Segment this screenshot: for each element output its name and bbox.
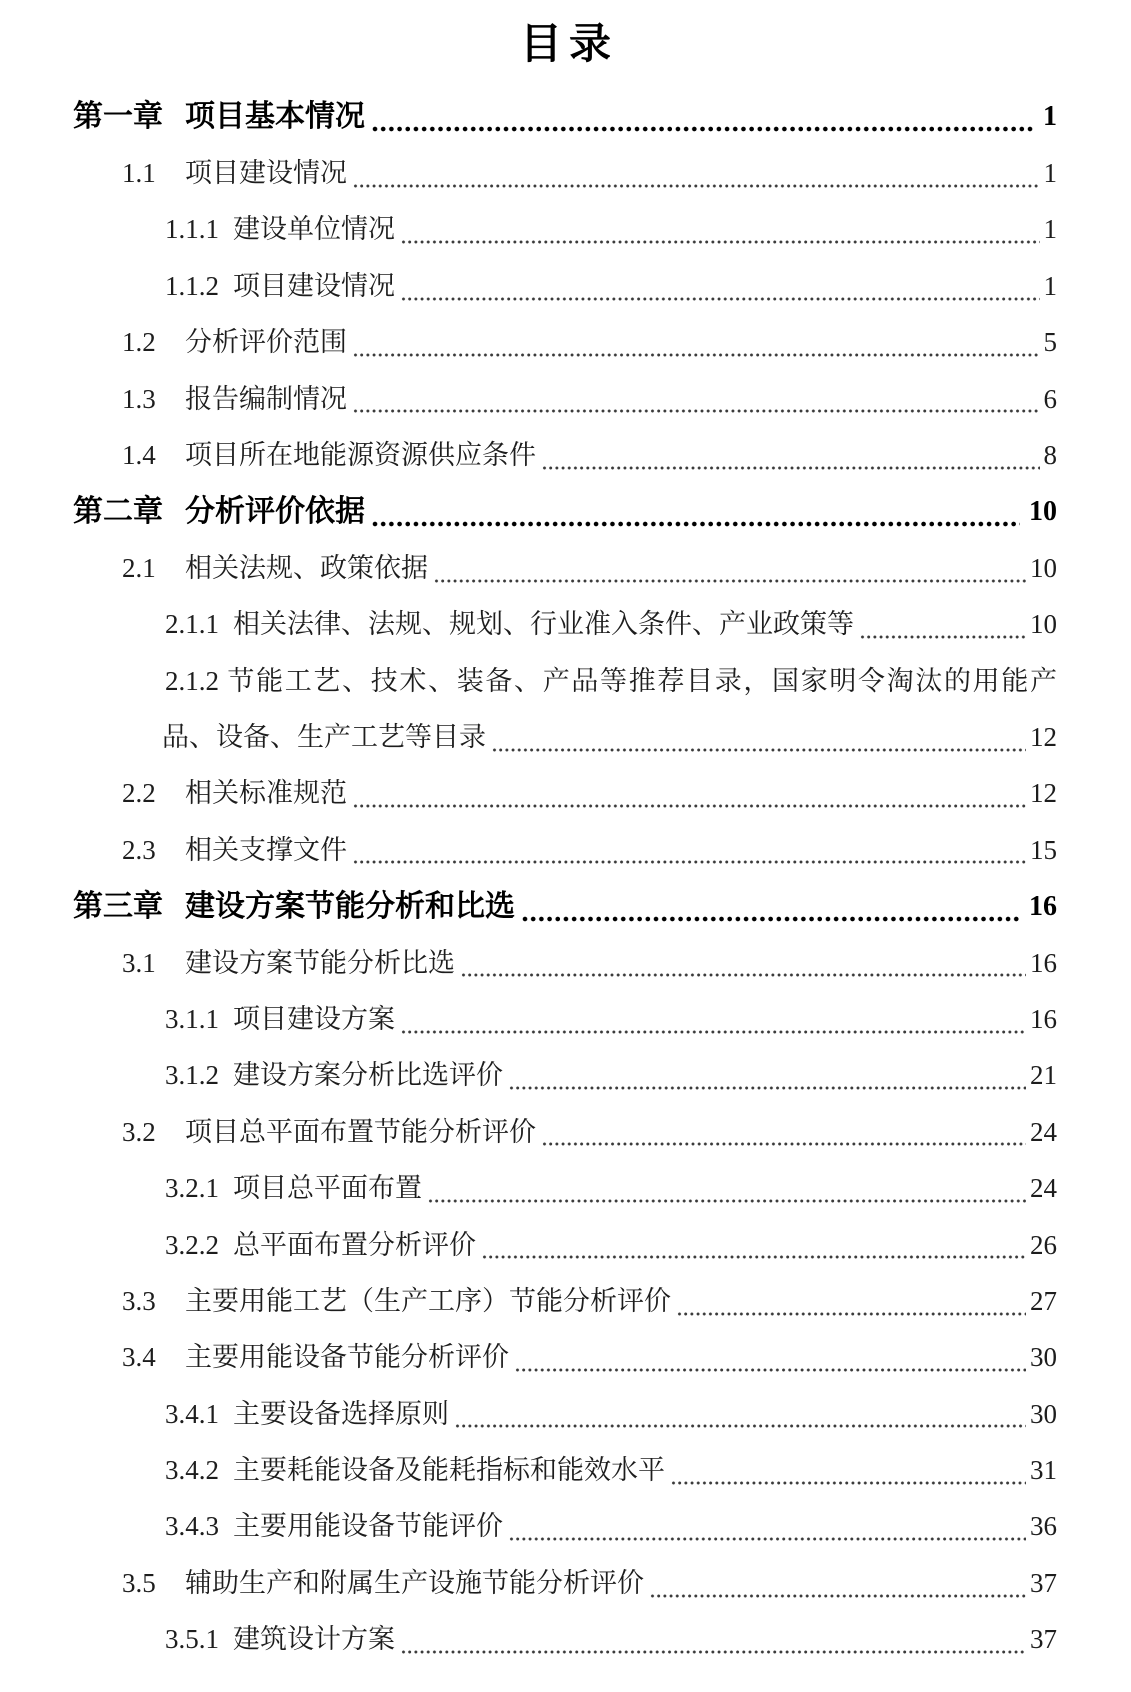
entry-number: 1.1.2	[165, 270, 219, 301]
entry-page-number: 16	[1029, 890, 1057, 922]
entry-number: 3.2	[122, 1116, 156, 1147]
entry-number: 2.1	[122, 552, 156, 583]
entry-page-number: 8	[1043, 440, 1057, 471]
toc-entry-row	[0, 202, 1131, 258]
entry-number: 3.1.2	[165, 1060, 219, 1091]
entry-page-number: 30	[1030, 1398, 1057, 1429]
dotted-leader	[371, 125, 1034, 133]
dotted-leader	[353, 352, 1040, 358]
entry-number: 3.4.3	[165, 1511, 219, 1542]
entry-page-number: 37	[1030, 1567, 1057, 1598]
entry-page-number: 30	[1030, 1342, 1057, 1373]
toc-entry-row	[0, 878, 1131, 934]
toc-entry-row	[0, 427, 1131, 483]
entry-page-number: 24	[1030, 1173, 1057, 1204]
entry-page-number: 12	[1030, 721, 1057, 752]
entry-title: 项目总平面布置节能分析评价	[185, 1116, 536, 1147]
entry-number: 3.2.2	[165, 1229, 219, 1260]
entry-number: 第二章	[73, 494, 163, 528]
entry-number: 3.2.1	[165, 1173, 219, 1204]
entry-page-number: 27	[1030, 1285, 1057, 1316]
entry-page-number: 10	[1029, 495, 1057, 527]
entry-number: 3.3	[122, 1285, 156, 1316]
dotted-leader	[509, 1085, 1026, 1091]
dotted-leader	[434, 578, 1026, 584]
entry-number: 3.5	[122, 1567, 156, 1598]
entry-number: 3.4	[122, 1342, 156, 1373]
entry-page-number: 6	[1043, 383, 1057, 414]
toc-list	[0, 89, 1131, 1668]
toc-entry-row	[0, 1217, 1131, 1273]
entry-title: 项目建设情况	[185, 158, 347, 189]
entry-title: 主要用能设备节能评价	[233, 1511, 503, 1542]
entry-number: 2.3	[122, 834, 156, 865]
dotted-leader	[482, 1254, 1026, 1260]
entry-page-number: 1	[1043, 101, 1057, 133]
toc-entry-row	[0, 766, 1131, 822]
entry-title: 节能工艺、技术、装备、产品等推荐目录，国家明令淘汰的用能产	[227, 665, 1058, 696]
entry-title: 辅助生产和附属生产设施节能分析评价	[185, 1567, 644, 1598]
entry-title: 报告编制情况	[185, 383, 347, 414]
toc-entry-row	[0, 1048, 1131, 1104]
entry-number: 1.4	[122, 440, 156, 471]
toc-entry-row	[0, 89, 1131, 145]
entry-title: 建筑设计方案	[233, 1624, 395, 1655]
entry-title: 总平面布置分析评价	[233, 1229, 476, 1260]
entry-page-number: 16	[1030, 947, 1057, 978]
entry-page-number: 1	[1043, 214, 1057, 245]
entry-page-number: 16	[1030, 1003, 1057, 1034]
dotted-leader	[353, 859, 1026, 865]
entry-title: 相关支撑文件	[185, 834, 347, 865]
dotted-leader	[401, 239, 1040, 245]
entry-page-number: 5	[1043, 327, 1057, 358]
toc-entry-row	[0, 1499, 1131, 1555]
page-title: 目录	[519, 20, 618, 67]
toc-entry-row	[0, 540, 1131, 596]
toc-entry-row	[0, 371, 1131, 427]
dotted-leader	[353, 803, 1026, 809]
dotted-leader	[492, 747, 1026, 753]
entry-number: 3.1.1	[165, 1003, 219, 1034]
entry-page-number: 37	[1030, 1624, 1057, 1655]
dotted-leader	[401, 1649, 1026, 1655]
dotted-leader	[671, 1480, 1026, 1486]
toc-entry-row	[0, 484, 1131, 540]
toc-entry-row	[0, 1386, 1131, 1442]
entry-number: 3.4.1	[165, 1398, 219, 1429]
dotted-leader	[353, 183, 1040, 189]
entry-number: 第一章	[73, 100, 163, 134]
entry-title: 项目建设方案	[233, 1003, 395, 1034]
entry-title: 分析评价依据	[185, 494, 365, 528]
dotted-leader	[401, 1029, 1026, 1035]
toc-entry-row	[0, 597, 1131, 653]
toc-entry-row	[0, 935, 1131, 991]
entry-number: 2.1.1	[165, 609, 219, 640]
entry-title: 主要耗能设备及能耗指标和能效水平	[233, 1455, 665, 1486]
entry-number: 第三章	[73, 889, 163, 923]
entry-number: 3.5.1	[165, 1624, 219, 1655]
entry-page-number: 1	[1043, 270, 1057, 301]
dotted-leader	[509, 1536, 1026, 1542]
dotted-leader	[371, 520, 1020, 528]
entry-title: 项目基本情况	[185, 100, 365, 134]
toc-entry-row	[0, 315, 1131, 371]
dotted-leader	[401, 296, 1040, 302]
entry-page-number: 1	[1043, 158, 1057, 189]
entry-page-number: 10	[1030, 552, 1057, 583]
entry-number: 1.1	[122, 158, 156, 189]
entry-number: 3.1	[122, 947, 156, 978]
toc-entry-row	[0, 1330, 1131, 1386]
entry-title: 相关法规、政策依据	[185, 552, 428, 583]
toc-entry-row	[0, 653, 1131, 709]
entry-page-number: 15	[1030, 834, 1057, 865]
toc-entry-row	[0, 145, 1131, 201]
toc-entry-row	[0, 709, 1131, 765]
toc-entry-row	[0, 991, 1131, 1047]
entry-number: 2.2	[122, 778, 156, 809]
entry-title: 相关法律、法规、规划、行业准入条件、产业政策等	[233, 609, 854, 640]
entry-title: 建设方案节能分析比选	[185, 947, 455, 978]
entry-title: 项目总平面布置	[233, 1173, 422, 1204]
dotted-leader	[542, 1141, 1026, 1147]
entry-page-number: 26	[1030, 1229, 1057, 1260]
toc-entry-row	[0, 1104, 1131, 1160]
entry-title: 建设单位情况	[233, 214, 395, 245]
toc-entry-row	[0, 258, 1131, 314]
entry-title-continued: 品、设备、生产工艺等目录	[162, 721, 486, 752]
dotted-leader	[860, 634, 1026, 640]
entry-number: 1.3	[122, 383, 156, 414]
entry-number: 1.2	[122, 327, 156, 358]
dotted-leader	[650, 1593, 1026, 1599]
entry-number: 3.4.2	[165, 1455, 219, 1486]
entry-title: 主要用能工艺（生产工序）节能分析评价	[185, 1285, 671, 1316]
entry-title: 主要设备选择原则	[233, 1398, 449, 1429]
entry-title: 主要用能设备节能分析评价	[185, 1342, 509, 1373]
dotted-leader	[521, 915, 1020, 923]
dotted-leader	[455, 1423, 1026, 1429]
toc-entry-row	[0, 1612, 1131, 1668]
entry-page-number: 10	[1030, 609, 1057, 640]
entry-page-number: 24	[1030, 1116, 1057, 1147]
entry-title: 项目所在地能源资源供应条件	[185, 440, 536, 471]
dotted-leader	[461, 972, 1026, 978]
entry-title: 分析评价范围	[185, 327, 347, 358]
entry-number: 2.1.2	[165, 665, 219, 696]
toc-entry-row	[0, 1273, 1131, 1329]
entry-title: 项目建设情况	[233, 270, 395, 301]
dotted-leader	[542, 465, 1040, 471]
toc-entry-row	[0, 1160, 1131, 1216]
entry-title: 建设方案节能分析和比选	[185, 889, 515, 923]
entry-page-number: 21	[1030, 1060, 1057, 1091]
toc-entry-row	[0, 1555, 1131, 1611]
dotted-leader	[353, 408, 1040, 414]
toc-entry-row	[0, 1442, 1131, 1498]
entry-number: 1.1.1	[165, 214, 219, 245]
toc-entry-row	[0, 822, 1131, 878]
entry-page-number: 31	[1030, 1455, 1057, 1486]
dotted-leader	[677, 1311, 1026, 1317]
entry-title: 建设方案分析比选评价	[233, 1060, 503, 1091]
dotted-leader	[428, 1198, 1026, 1204]
entry-page-number: 12	[1030, 778, 1057, 809]
entry-title: 相关标准规范	[185, 778, 347, 809]
dotted-leader	[515, 1367, 1026, 1373]
entry-page-number: 36	[1030, 1511, 1057, 1542]
